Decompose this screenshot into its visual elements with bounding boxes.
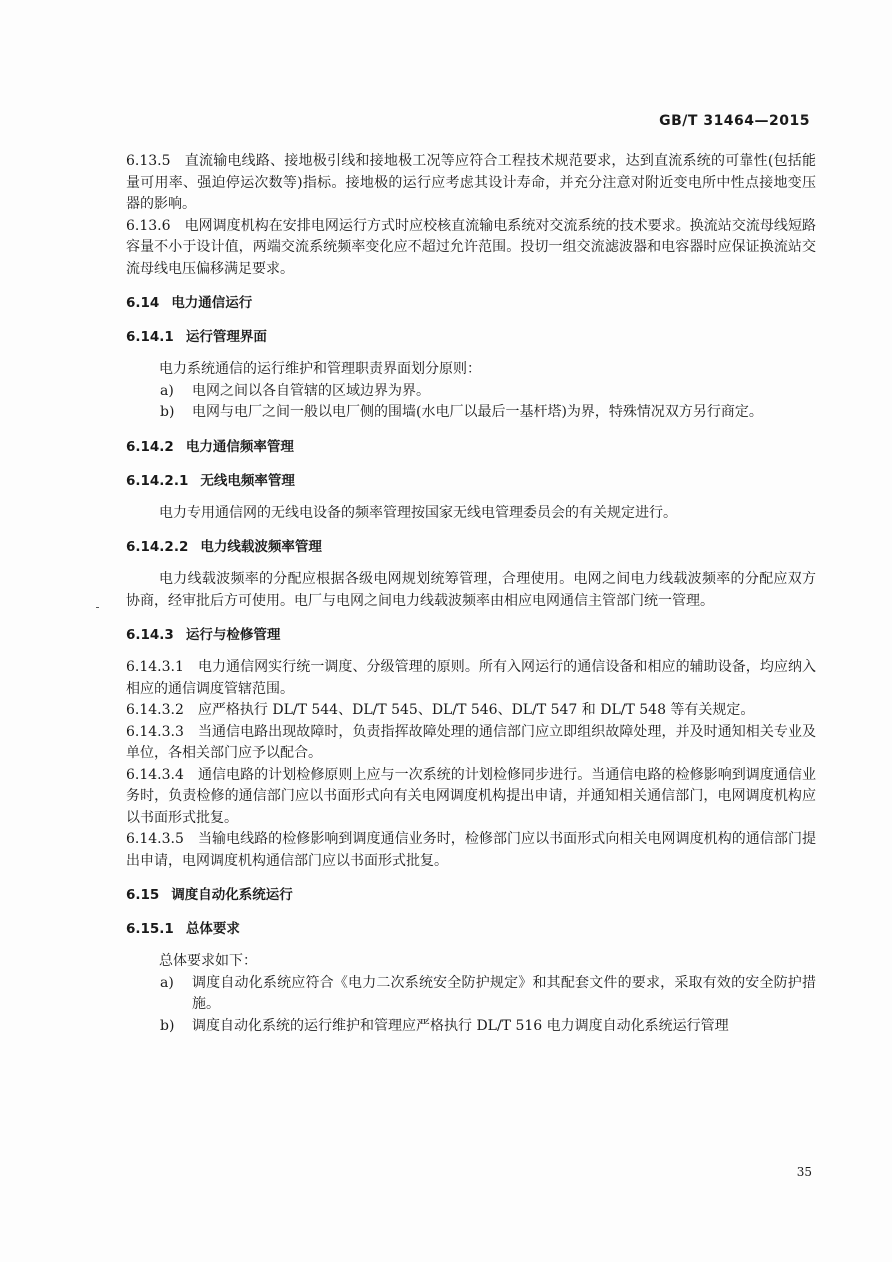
heading-title: 电力通信频率管理 <box>185 438 294 455</box>
heading-title: 总体要求 <box>185 921 240 937</box>
clause-number: 6.13.6 <box>126 217 171 234</box>
heading-number: 6.15.1 <box>126 921 174 937</box>
heading-6-14-2-1 <box>126 471 816 492</box>
page-number: 35 <box>796 1165 812 1179</box>
clause-text: 通信电路的计划检修原则上应与一次系统的计划检修同步进行。当通信电路的检修影响到调度通信业务时，负责检修的通信部门应以书面形式向有关电网调度机构提出申请，并通知相关通信部门，电网调度机构应以书面形式批复。 <box>126 766 816 826</box>
heading-title: 运行与检修管理 <box>185 627 281 643</box>
heading-number: 6.14.3 <box>126 627 174 643</box>
heading-number: 6.14.1 <box>126 329 174 345</box>
paragraph-6-14-1-intro: 电力系统通信的运行维护和管理职责界面划分原则： <box>159 361 481 377</box>
clause-number: 6.13.5 <box>126 153 171 169</box>
clause-number: 6.14.3.1 <box>126 659 184 675</box>
list-text: 电网之间以各自管辖的区域边界为界。 <box>192 382 430 399</box>
list-item <box>126 381 816 403</box>
clause-text: 电网调度机构在安排电网运行方式时应校核直流输电系统对交流系统的技术要求。换流站交流母线短路容量不小于设计值，两端交流系统频率变化应不超过允许范围。投切一组交流滤波器和电容器时应保证换流站交流母线电压偏移满足要求。 <box>126 217 816 277</box>
clause-text: 电力通信网实行统一调度、分级管理的原则。所有入网运行的通信设备和相应的辅助设备，均应纳入相应的通信调度管辖范围。 <box>126 659 816 697</box>
clause-text: 当通信电路出现故障时，负责指挥故障处理的通信部门应立即组织故障处理，并及时通知相关专业及单位，各相关部门应予以配合。 <box>126 723 816 761</box>
paragraph-6-15-1-intro: 总体要求如下： <box>159 953 257 969</box>
list-marker: a) <box>160 382 174 399</box>
heading-title: 电力通信运行 <box>171 295 253 311</box>
heading-number: 6.14.2.2 <box>126 539 189 555</box>
paragraph-6-14-2-1: 电力专用通信网的无线电设备的频率管理按国家无线电管理委员会的有关规定进行。 <box>159 504 677 521</box>
margin-mark <box>96 607 99 608</box>
heading-6-14-3 <box>126 625 816 646</box>
list-item <box>126 973 816 1016</box>
clause-6-14-3-4 <box>126 765 816 830</box>
clause-6-14-3-5 <box>126 829 816 872</box>
heading-6-14 <box>126 293 816 314</box>
list-marker: b) <box>160 1017 175 1034</box>
heading-6-14-2 <box>126 437 816 458</box>
heading-6-14-1 <box>126 327 816 348</box>
list-text: 调度自动化系统的运行维护和管理应严格执行 DL/T 516 电力调度自动化系统运行管理 <box>192 1017 729 1034</box>
clause-6-14-3-1 <box>126 657 816 700</box>
heading-6-14-2-2 <box>126 537 816 558</box>
paragraph-6-14-2-2: 电力线载波频率的分配应根据各级电网规划统筹管理，合理使用。电网之间电力线载波频率的分配应双方协商，经审批后方可使用。电厂与电网之间电力线载波频率由相应电网通信主管部门统一管理。 <box>126 571 816 609</box>
clause-number: 6.14.3.3 <box>126 723 184 740</box>
heading-6-15 <box>126 885 816 906</box>
heading-title: 无线电频率管理 <box>200 472 295 489</box>
clause-6-14-3-3 <box>126 722 816 765</box>
clause-text: 应严格执行 DL/T 544、DL/T 545、DL/T 546、DL/T 547 和 DL/T 548 等有关规定。 <box>197 702 755 718</box>
clause-number: 6.14.3.5 <box>126 831 184 847</box>
heading-number: 6.14.2 <box>126 438 174 455</box>
heading-title: 运行管理界面 <box>185 329 267 345</box>
heading-number: 6.14.2.1 <box>126 472 189 489</box>
list-item <box>126 402 816 424</box>
heading-title: 调度自动化系统运行 <box>171 887 293 903</box>
list-marker: a) <box>160 974 174 991</box>
heading-number: 6.15 <box>126 887 160 903</box>
clause-6-13-5 <box>126 151 816 216</box>
standard-code: GB/T 31464—2015 <box>659 113 810 129</box>
heading-6-15-1 <box>126 919 816 940</box>
clause-text: 直流输电线路、接地极引线和接地极工况等应符合工程技术规范要求，达到直流系统的可靠性(包括能量可用率、强迫停运次数等)指标。接地极的运行应考虑其设计寿命，并充分注意对附近变电所中性点接地变压器的影响。 <box>126 153 816 212</box>
heading-title: 电力线载波频率管理 <box>200 539 322 555</box>
page-content <box>126 151 816 1037</box>
list-item <box>126 1016 816 1038</box>
heading-number: 6.14 <box>126 295 160 311</box>
list-marker: b) <box>160 404 175 420</box>
list-text: 电网与电厂之间一般以电厂侧的围墙(水电厂以最后一基杆塔)为界，特殊情况双方另行商定。 <box>192 404 763 420</box>
clause-6-14-3-2 <box>126 700 816 722</box>
clause-number: 6.14.3.2 <box>126 702 184 718</box>
list-text: 调度自动化系统应符合《电力二次系统安全防护规定》和其配套文件的要求，采取有效的安全防护措施。 <box>192 974 816 1012</box>
clause-number: 6.14.3.4 <box>126 766 184 783</box>
clause-6-13-6 <box>126 216 816 281</box>
clause-text: 当输电线路的检修影响到调度通信业务时，检修部门应以书面形式向相关电网调度机构的通信部门提出申请，电网调度机构通信部门应以书面形式批复。 <box>126 831 816 869</box>
